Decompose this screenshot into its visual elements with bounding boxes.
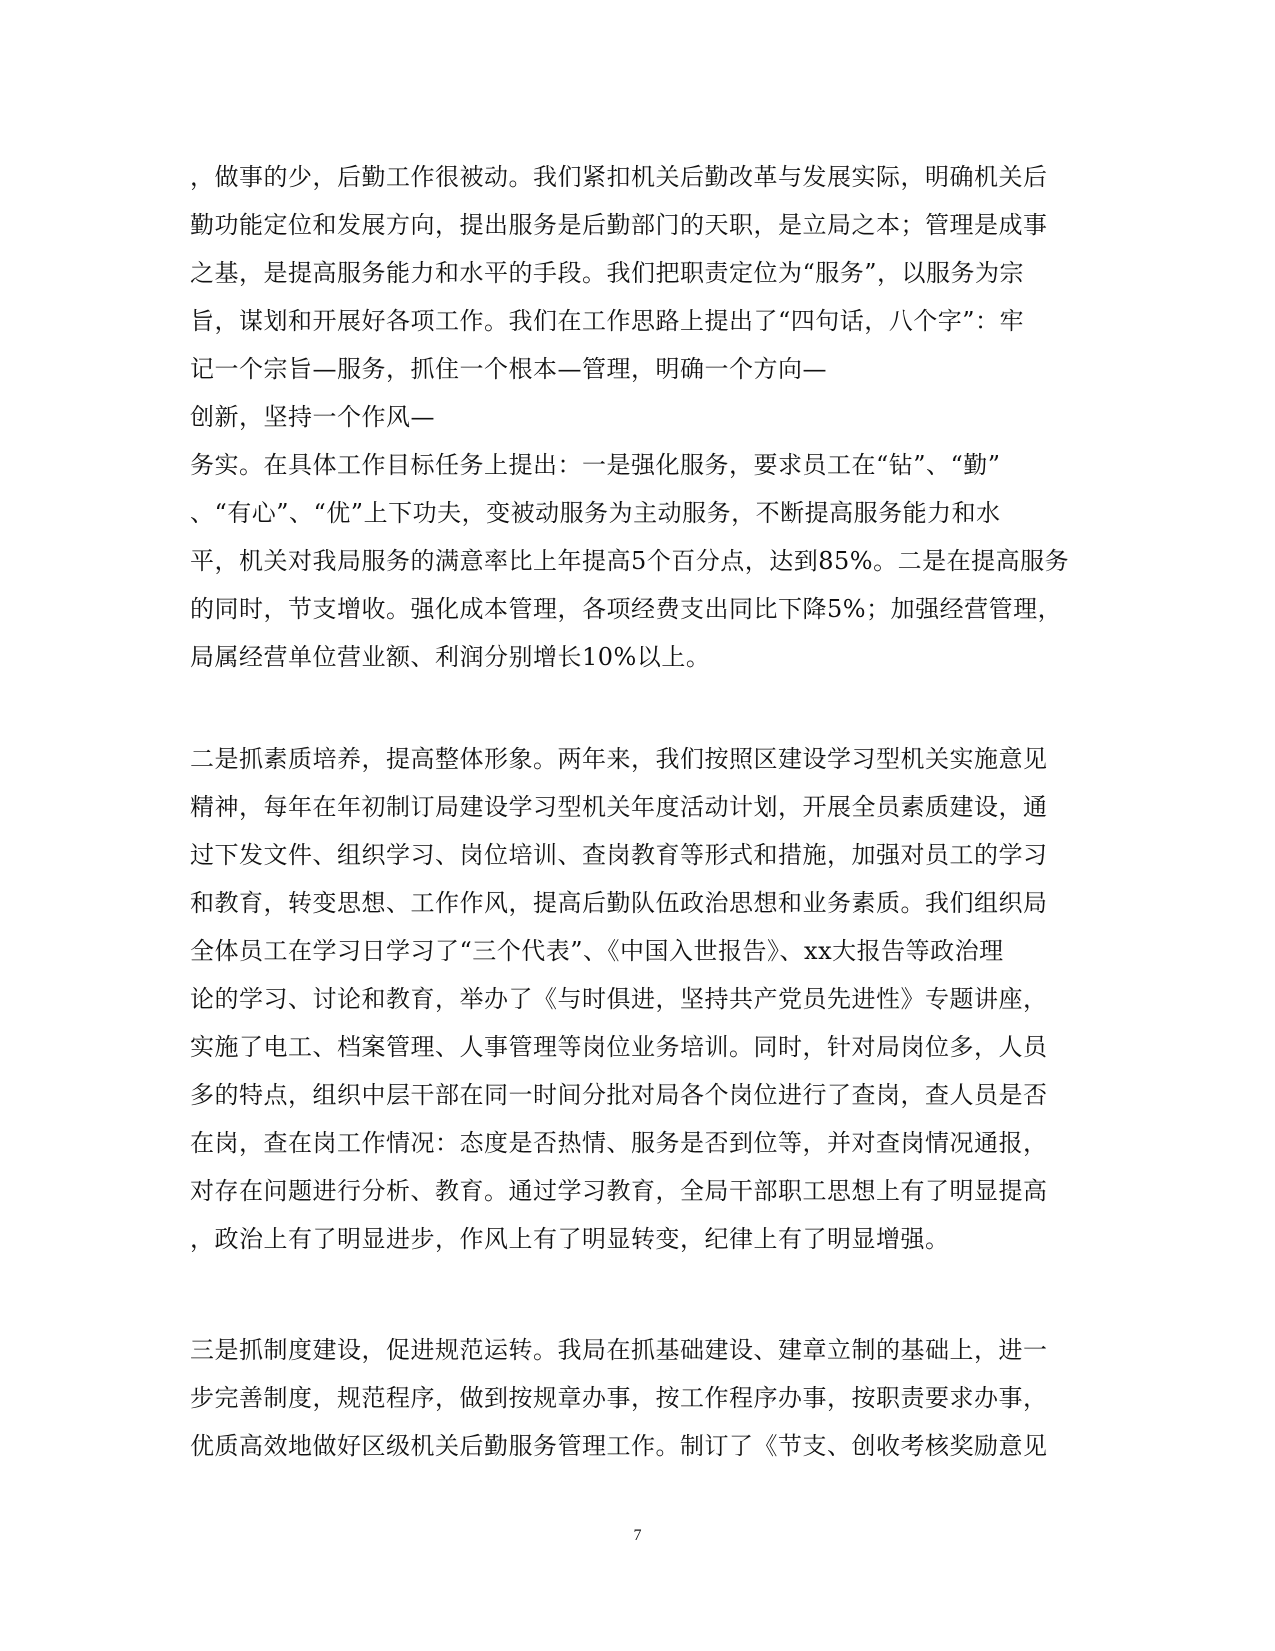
- text-line: 的同时，节支增收。强化成本管理，各项经费支出同比下降5%；加强经营管理，: [190, 595, 1063, 623]
- text-line: 三是抓制度建设，促进规范运转。我局在抓基础建设、建章立制的基础上，进一: [190, 1336, 1048, 1364]
- text-line: 优质高效地做好区级机关后勤服务管理工作。制订了《节支、创收考核奖励意见: [190, 1432, 1048, 1460]
- text-line: 多的特点，组织中层干部在同一时间分批对局各个岗位进行了查岗，查人员是否: [190, 1081, 1048, 1109]
- text-line: 全体员工在学习日学习了“三个代表”、《中国入世报告》、xx大报告等政治理: [190, 937, 1004, 965]
- text-line: 精神，每年在年初制订局建设学习型机关年度活动计划，开展全员素质建设，通: [190, 793, 1048, 821]
- text-line: 和教育，转变思想、工作作风，提高后勤队伍政治思想和业务素质。我们组织局: [190, 889, 1048, 917]
- page-number: 7: [633, 1527, 642, 1544]
- text-line: 旨，谋划和开展好各项工作。我们在工作思路上提出了“四句话，八个字”：牢: [190, 307, 1025, 335]
- text-line: ，政治上有了明显进步，作风上有了明显转变，纪律上有了明显增强。: [190, 1225, 950, 1253]
- text-line: 务实。在具体工作目标任务上提出：一是强化服务，要求员工在“钻”、“勤”: [190, 451, 1001, 479]
- text-line: 在岗，查在岗工作情况：态度是否热情、服务是否到位等，并对查岗情况通报，: [190, 1129, 1048, 1157]
- text-line: 平，机关对我局服务的满意率比上年提高5个百分点，达到85%。二是在提高服务: [190, 547, 1070, 575]
- paragraph-service-goals: [190, 153, 1070, 681]
- paragraph-quality-training: [190, 735, 1070, 1263]
- text-line: 记一个宗旨—服务，抓住一个根本—管理，明确一个方向—: [190, 355, 827, 383]
- paragraph-system-building: [190, 1326, 1070, 1470]
- text-line: 之基，是提高服务能力和水平的手段。我们把职责定位为“服务”，以服务为宗: [190, 259, 1025, 287]
- text-line: 对存在问题进行分析、教育。通过学习教育，全局干部职工思想上有了明显提高: [190, 1177, 1048, 1205]
- text-line: 勤功能定位和发展方向，提出服务是后勤部门的天职，是立局之本；管理是成事: [190, 211, 1048, 239]
- text-line: ，做事的少，后勤工作很被动。我们紧扣机关后勤改革与发展实际，明确机关后: [190, 163, 1048, 191]
- text-line: 二是抓素质培养，提高整体形象。两年来，我们按照区建设学习型机关实施意见: [190, 745, 1048, 773]
- text-line: 局属经营单位营业额、利润分别增长10%以上。: [190, 643, 711, 671]
- text-line: 论的学习、讨论和教育，举办了《与时俱进，坚持共产党员先进性》专题讲座，: [190, 985, 1048, 1013]
- text-line: 过下发文件、组织学习、岗位培训、查岗教育等形式和措施，加强对员工的学习: [190, 841, 1048, 869]
- text-line: 实施了电工、档案管理、人事管理等岗位业务培训。同时，针对局岗位多，人员: [190, 1033, 1048, 1061]
- text-line: 步完善制度，规范程序，做到按规章办事，按工作程序办事，按职责要求办事，: [190, 1384, 1048, 1412]
- text-line: 、“有心”、“优”上下功夫，变被动服务为主动服务，不断提高服务能力和水: [190, 499, 1001, 527]
- text-line: 创新，坚持一个作风—: [190, 403, 435, 431]
